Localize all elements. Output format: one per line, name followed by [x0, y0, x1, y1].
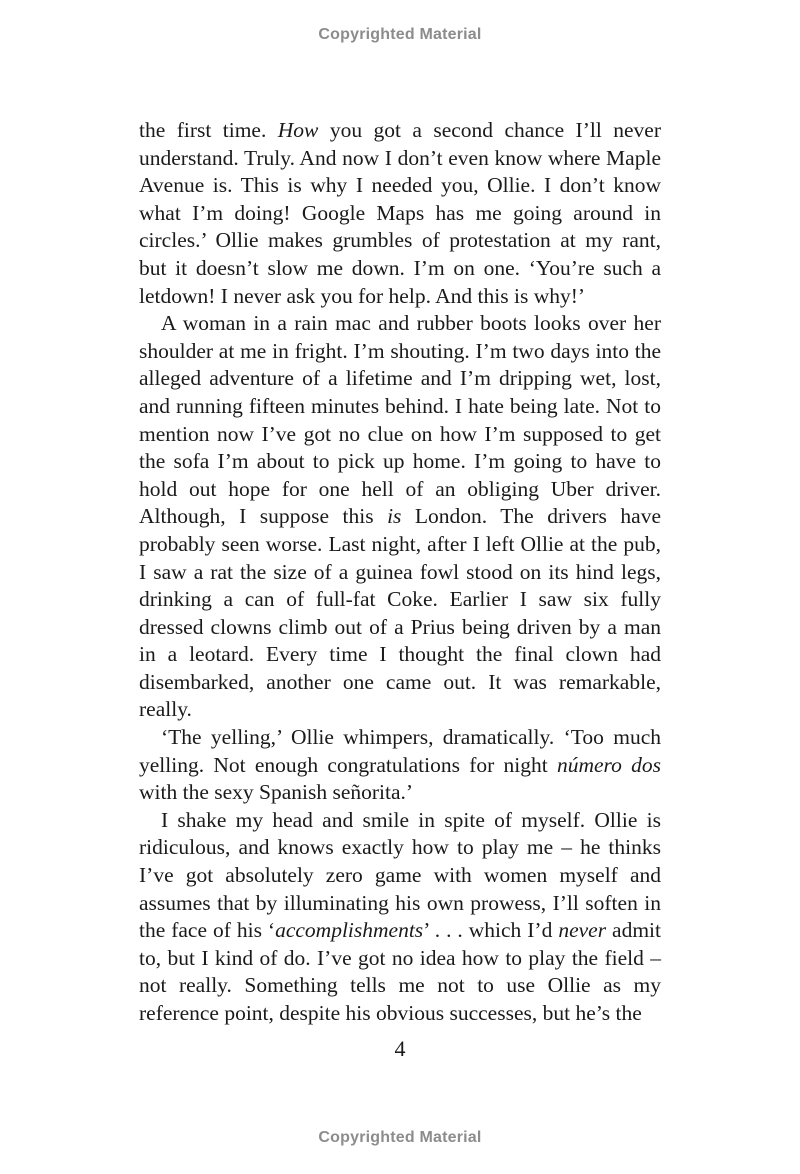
paragraph: the first time. How you got a second chance I’ll never understand. Truly. And now I don’t even know where Maple Avenue is. This is why I needed you, Ollie. I don’t know what I’m doing! Google Maps has me going around in circles.’ Ollie makes grumbles of protestation at my rant, but it doesn’t slow me down. I’m on one. ‘You’re such a letdown! I never ask you for help. And this is why!’	[139, 118, 661, 308]
paragraph: I shake my head and smile in spite of myself. Ollie is ridiculous, and knows exactly how to play me – he thinks I’ve got absolutely zero game with women myself and assumes that by illuminating his own prowess, I’ll soften in the face of his ‘accomplishments’ . . . which I’d never admit to, but I kind of do. I’ve got no idea how to play the field – not really. Something tells me not to use Ollie as my reference point, despite his obvious successes, but he’s the	[139, 807, 661, 1025]
copyright-watermark-bottom: Copyrighted Material	[318, 1129, 482, 1146]
paragraph: ‘The yelling,’ Ollie whimpers, dramatically. ‘Too much yelling. Not enough congratulations for night número dos with the sexy Spanish señorita.’	[139, 725, 661, 805]
paragraph: A woman in a rain mac and rubber boots looks over her shoulder at me in fright. I’m shouting. I’m two days into the alleged adventure of a lifetime and I’m dripping wet, lost, and running fifteen minutes behind. I hate being late. Not to mention now I’ve got no clue on how I’m supposed to get the sofa I’m about to pick up home. I’m going to have to hold out hope for one hell of an obliging Uber driver. Although, I suppose this is London. The drivers have probably seen worse. Last night, after I left Ollie at the pub, I saw a rat the size of a guinea fowl stood on its hind legs, drinking a can of full-fat Coke. Earlier I saw six fully dressed clowns climb out of a Prius being driven by a man in a leotard. Every time I thought the final clown had disembarked, another one came out. It was remarkable, really.	[139, 311, 661, 722]
page-number: 4	[394, 1036, 406, 1061]
book-page-body	[139, 117, 661, 1028]
copyright-watermark-top: Copyrighted Material	[318, 26, 482, 43]
